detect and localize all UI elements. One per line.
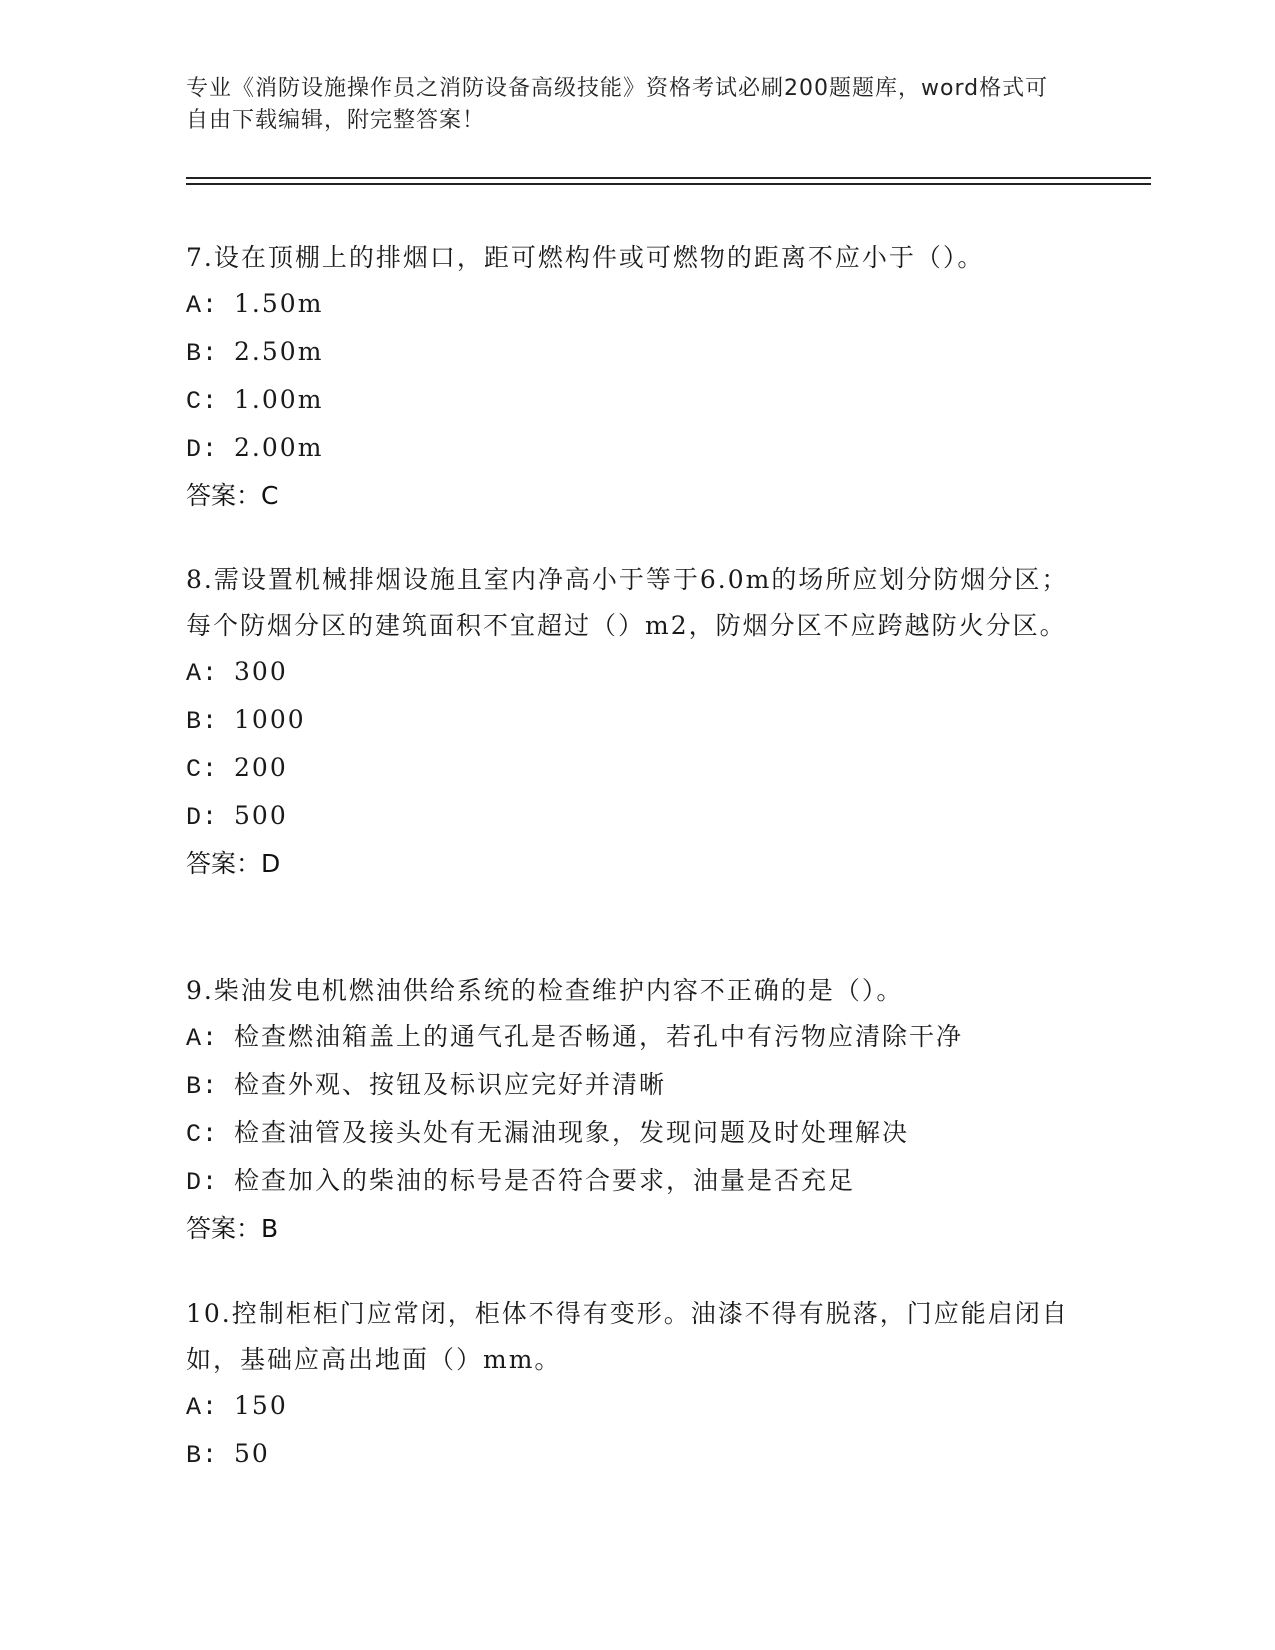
question-stem: 7.设在顶棚上的排烟口，距可燃构件或可燃物的距离不应小于（）。: [186, 243, 985, 272]
option-label: B:: [186, 1441, 219, 1470]
option-b: [186, 697, 1076, 745]
option-text: 1000: [234, 705, 306, 734]
option-text: 200: [234, 753, 288, 782]
question-stem: 9.柴油发电机燃油供给系统的检查维护内容不正确的是（）。: [186, 976, 904, 1005]
option-text: 1.00m: [234, 385, 324, 414]
option-text: 150: [234, 1391, 288, 1420]
option-text: 检查油管及接头处有无漏油现象，发现问题及时处理解决: [234, 1118, 910, 1147]
option-d: [186, 1158, 1076, 1206]
question-8: [186, 557, 1076, 887]
option-text: 检查外观、按钮及标识应完好并清晰: [234, 1070, 667, 1099]
option-c: [186, 1110, 1076, 1158]
option-c: [186, 377, 1076, 425]
option-text: 2.50m: [234, 337, 324, 366]
option-a: [186, 1383, 1076, 1431]
answer: 答案：B: [186, 1214, 279, 1243]
option-label: D:: [186, 1168, 219, 1197]
option-d: [186, 793, 1076, 841]
option-d: [186, 425, 1076, 473]
header-divider-bottom: [186, 183, 1151, 185]
option-text: 2.00m: [234, 433, 324, 462]
question-10: [186, 1291, 1076, 1479]
option-label: C:: [186, 387, 219, 416]
option-label: D:: [186, 803, 219, 832]
option-text: 检查燃油箱盖上的通气孔是否畅通，若孔中有污物应清除干净: [234, 1022, 964, 1051]
option-a: [186, 281, 1076, 329]
option-text: 500: [234, 801, 288, 830]
option-label: A:: [186, 291, 219, 320]
option-b: [186, 1431, 1076, 1479]
option-a: [186, 649, 1076, 697]
answer: 答案：C: [186, 481, 279, 510]
option-label: C:: [186, 755, 219, 784]
question-stem: 10.控制柜柜门应常闭，柜体不得有变形。油漆不得有脱落，门应能启闭自如，基础应高出地面（）mm。: [186, 1299, 1069, 1374]
option-text: 50: [234, 1439, 270, 1468]
document-header: 专业《消防设施操作员之消防设备高级技能》资格考试必刷200题题库，word格式可自由下载编辑，附完整答案！: [186, 76, 1049, 133]
option-c: [186, 745, 1076, 793]
option-text: 1.50m: [234, 289, 324, 318]
option-b: [186, 1062, 1076, 1110]
option-label: B:: [186, 707, 219, 736]
option-label: A:: [186, 1024, 219, 1053]
question-9: [186, 968, 1076, 1252]
option-label: C:: [186, 1120, 219, 1149]
option-label: D:: [186, 435, 219, 464]
option-label: A:: [186, 1393, 219, 1422]
option-label: B:: [186, 339, 219, 368]
option-text: 检查加入的柴油的标号是否符合要求，油量是否充足: [234, 1166, 856, 1195]
option-b: [186, 329, 1076, 377]
option-label: A:: [186, 659, 219, 688]
header-divider-top: [186, 177, 1151, 179]
question-7: [186, 235, 1076, 519]
question-stem: 8.需设置机械排烟设施且室内净高小于等于6.0m的场所应划分防烟分区；每个防烟分区的建筑面积不宜超过（）m2，防烟分区不应跨越防火分区。: [186, 565, 1069, 640]
option-label: B:: [186, 1072, 219, 1101]
answer: 答案：D: [186, 849, 281, 878]
option-a: [186, 1014, 1076, 1062]
option-text: 300: [234, 657, 288, 686]
